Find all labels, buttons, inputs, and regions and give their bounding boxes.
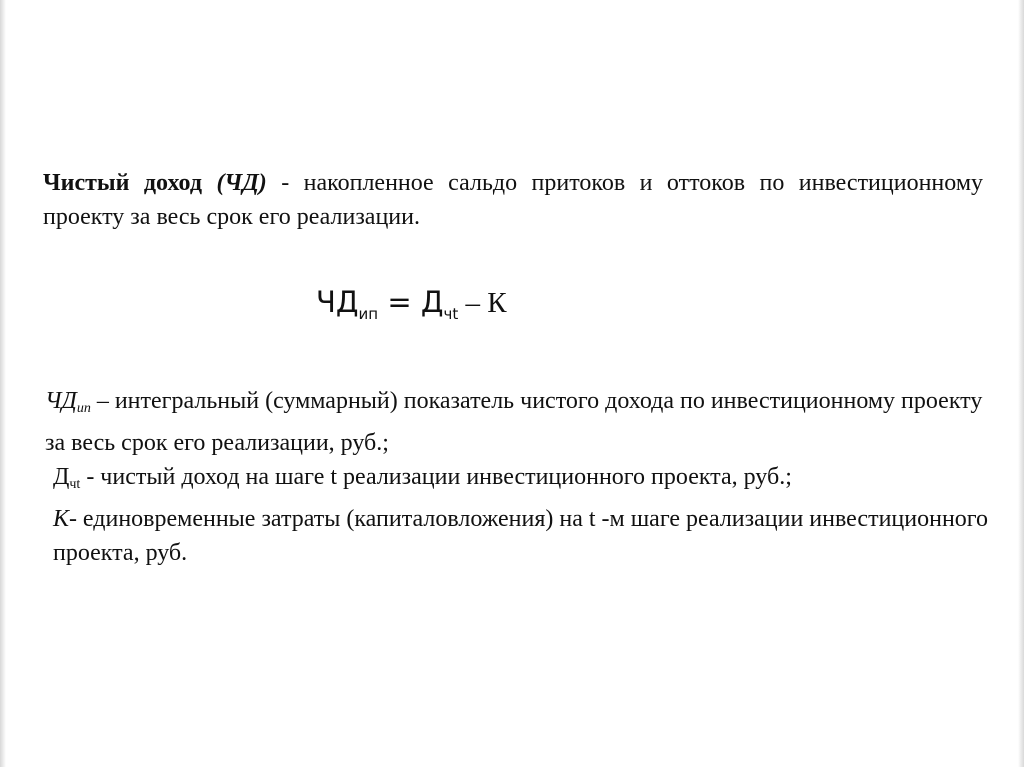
legend-symbol-chd-subscript: ип (76, 401, 91, 416)
legend-item-chd (45, 384, 995, 460)
legend-symbol-d: Д (53, 464, 70, 490)
legend (45, 384, 995, 570)
definition-paragraph (43, 166, 983, 234)
formula-rhs-k: К (487, 287, 507, 319)
legend-text-d: - чистый доход на шаге t реализации инвестиционного проекта, руб.; (80, 464, 792, 490)
legend-item-d (45, 460, 995, 502)
legend-item-k (45, 502, 995, 570)
slide-shadow-left (0, 0, 6, 767)
definition-abbr: (ЧД) (216, 170, 267, 196)
slide-shadow-right (1018, 0, 1024, 767)
formula-minus: – (458, 287, 488, 319)
formula-equals: = (378, 285, 421, 319)
legend-text-k: - единовременные затраты (капиталовложения) на t -м шаге реализации инвестиционного проекта, руб. (53, 506, 989, 566)
formula-rhs-d: Д (420, 285, 444, 319)
formula (316, 282, 507, 334)
formula-rhs-subscript: чt (443, 305, 459, 323)
definition-text: - накопленное сальдо притоков и оттоков по инвестиционному проекту за весь срок его реализации. (43, 170, 984, 230)
legend-text-chd: – интегральный (суммарный) показатель чистого дохода по инвестиционному проекту за весь срок его реализации, руб.; (45, 388, 983, 456)
legend-symbol-d-subscript: чt (69, 477, 81, 492)
formula-lhs: ЧД (316, 285, 359, 319)
definition-term: Чистый доход (43, 170, 202, 196)
formula-lhs-subscript: ип (358, 305, 379, 323)
legend-symbol-k: К (53, 506, 69, 532)
legend-symbol-chd: ЧД (45, 388, 77, 414)
